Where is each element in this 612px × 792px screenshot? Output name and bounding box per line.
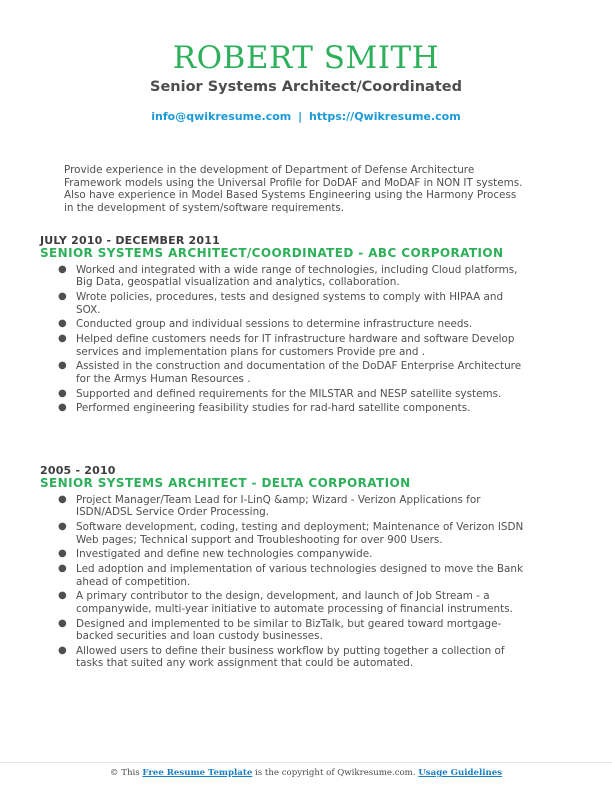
candidate-name: ROBERT SMITH xyxy=(172,40,440,76)
list-item: ● Designed and implemented to be similar to BizTalk, but geared toward mortgage- backed securities and loan custody businesses. xyxy=(58,617,502,643)
bullet-icon: ● xyxy=(58,590,67,602)
list-item: ● Supported and defined requirements for the MILSTAR and NESP satellite systems. xyxy=(58,387,502,400)
email-link[interactable]: info@qwikresume.com xyxy=(151,110,292,123)
list-item: ● Project Manager/Team Lead for I-LinQ &amp; Wizard - Verizon Applications for ISDN/ADSL Service Order Processing. xyxy=(58,494,481,519)
bullet-icon: ● xyxy=(58,333,67,345)
footer-divider xyxy=(0,762,612,763)
list-item: ● Helped define customers needs for IT infrastructure hardware and software Develop services and implementation plans for customers Provide pre and . xyxy=(58,333,515,358)
job-bullet-list xyxy=(56,264,526,417)
bullet-icon: ● xyxy=(58,291,67,303)
job-dates: 2005 - 2010 xyxy=(40,464,116,477)
footer xyxy=(0,768,612,779)
job-title: SENIOR SYSTEMS ARCHITECT/COORDINATED - ABC CORPORATION xyxy=(40,246,504,260)
free-resume-template-link[interactable]: Free Resume Template xyxy=(142,768,253,778)
job-title: SENIOR SYSTEMS ARCHITECT - DELTA CORPORATION xyxy=(40,476,411,490)
contact-separator: | xyxy=(298,110,303,123)
list-item: ● Assisted in the construction and documentation of the DoDAF Enterprise Architecture for the Armys Human Resources . xyxy=(58,360,522,385)
list-item: ● Performed engineering feasibility studies for rad-hard satellite components. xyxy=(58,402,471,415)
bullet-icon: ● xyxy=(58,387,67,399)
bullet-icon: ● xyxy=(58,644,67,656)
contact-line xyxy=(0,110,612,124)
list-item: ● Worked and integrated with a wide range of technologies, including Cloud platforms, Big Data, geospatial visualization and analytics, collaboration. xyxy=(58,264,518,289)
job-dates: JULY 2010 - DECEMBER 2011 xyxy=(40,234,220,247)
bullet-icon: ● xyxy=(58,521,67,533)
bullet-icon: ● xyxy=(58,617,67,629)
bullet-icon: ● xyxy=(58,264,67,275)
bullet-icon: ● xyxy=(58,548,67,560)
list-item: ● Led adoption and implementation of various technologies designed to move the Bank ahead of competition. xyxy=(58,563,523,588)
list-item: ● A primary contributor to the design, development, and launch of Job Stream - a companywide, multi-year initiative to automate processing of financial instruments. xyxy=(58,590,513,615)
usage-guidelines-link[interactable]: Usage Guidelines xyxy=(418,768,503,778)
list-item: ● Software development, coding, testing and deployment; Maintenance of Verizon ISDN Web pages; Technical support and Troubleshooting for over 900 Users. xyxy=(58,521,524,546)
footer-copyright-text: is the copyright of Qwikresume.com. xyxy=(255,768,416,778)
list-item: ● Conducted group and individual sessions to determine infrastructure needs. xyxy=(58,318,473,331)
summary-paragraph: Provide experience in the development of Department of Defense Architecture Framework models using the Universal Profile for DoDAF and MoDAF in NON IT systems. Also have experience in Model Based Systems Engineering using the Harmony Process in the development of system/software requirements. xyxy=(64,164,523,214)
job-bullet-list xyxy=(56,494,526,672)
bullet-icon: ● xyxy=(58,318,67,330)
bullet-icon: ● xyxy=(58,360,67,372)
bullet-icon: ● xyxy=(58,402,67,414)
list-item: ● Investigated and define new technologies companywide. xyxy=(58,548,373,561)
list-item: ● Allowed users to define their business workflow by putting together a collection of tasks that suited any work assignment that could be automated. xyxy=(58,644,505,670)
website-link[interactable]: https://Qwikresume.com xyxy=(308,110,461,123)
bullet-icon: ● xyxy=(58,494,67,505)
bullet-icon: ● xyxy=(58,563,67,575)
footer-prefix: © This xyxy=(109,768,140,778)
list-item: ● Wrote policies, procedures, tests and designed systems to comply with HIPAA and SOX. xyxy=(58,291,504,316)
job-headline: Senior Systems Architect/Coordinated xyxy=(150,79,462,95)
